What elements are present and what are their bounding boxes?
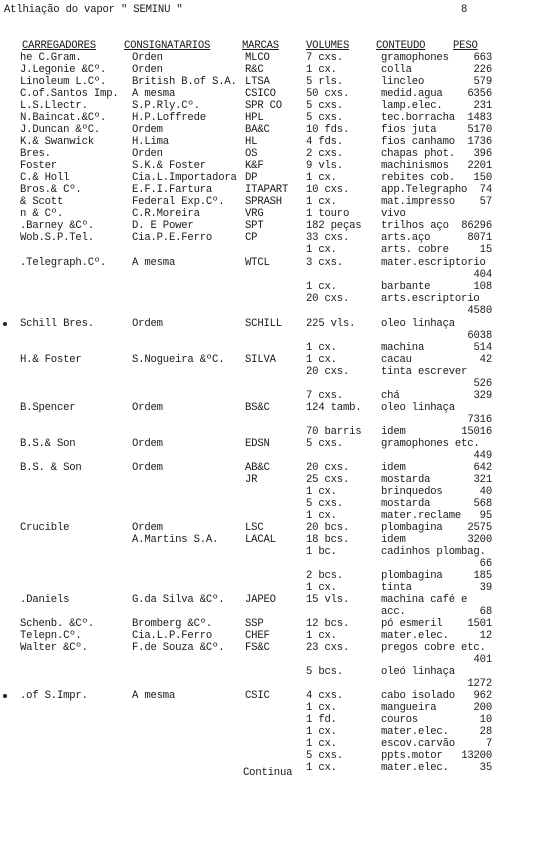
cell-contents: mater.reclame: [381, 510, 462, 522]
cell-consignee: S.K.& Foster: [132, 160, 206, 172]
cell-weight: 7316: [467, 414, 492, 426]
cell-volumes: 70 barris: [306, 426, 362, 438]
cell-shipper: K.& Swanwick: [20, 136, 94, 148]
cell-shipper: J.Duncan &ºC.: [20, 124, 101, 136]
cell-weight: 2575: [467, 522, 492, 534]
cell-weight: 8071: [467, 232, 492, 244]
cell-volumes: 10 cxs.: [306, 184, 350, 196]
cell-mark: LSC: [245, 522, 264, 534]
cell-contents: machina café e: [381, 594, 468, 606]
cell-contents: vivo: [381, 208, 406, 220]
cell-volumes: 1 cx.: [306, 281, 337, 293]
cell-contents: pó esmeril: [381, 618, 443, 630]
cell-weight: 226: [473, 64, 492, 76]
footer-continua: Continua: [243, 767, 293, 779]
cell-mark: R&C: [245, 64, 264, 76]
cell-consignee: Cia.L.Importadora: [132, 172, 237, 184]
cell-consignee: Cia.L.P.Ferro: [132, 630, 213, 642]
cell-contents: cadinhos plombag.: [381, 546, 486, 558]
cell-contents: mater.elec.: [381, 762, 449, 774]
cell-consignee: Ordem: [132, 438, 163, 450]
cell-consignee: Ordem: [132, 402, 163, 414]
cell-consignee: S.Nogueira &ºC.: [132, 354, 225, 366]
cell-consignee: Orden: [132, 52, 163, 64]
cell-weight: 6038: [467, 330, 492, 342]
cell-mark: CP: [245, 232, 258, 244]
cell-weight: 642: [473, 462, 492, 474]
cell-volumes: 1 touro: [306, 208, 350, 220]
cell-shipper: B.S.& Son: [20, 438, 76, 450]
cell-contents: ppts.motor: [381, 750, 443, 762]
cell-contents: oleo linhaça: [381, 402, 455, 414]
cell-weight: 568: [473, 498, 492, 510]
cell-weight: 150: [473, 172, 492, 184]
cell-volumes: 1 cx.: [306, 762, 337, 774]
cell-volumes: 20 bcs.: [306, 522, 350, 534]
cell-consignee: E.F.I.Fartura: [132, 184, 213, 196]
cell-shipper: N.Baincat.&Cº.: [20, 112, 107, 124]
cell-volumes: 50 cxs.: [306, 88, 350, 100]
cell-mark: HL: [245, 136, 258, 148]
cell-shipper: n & Cº.: [20, 208, 64, 220]
cell-consignee: Ordem: [132, 522, 163, 534]
cell-consignee: Orden: [132, 148, 163, 160]
cell-weight: 57: [479, 196, 492, 208]
cell-weight: 401: [473, 654, 492, 666]
cell-weight: 329: [473, 390, 492, 402]
cell-volumes: 2 bcs.: [306, 570, 343, 582]
cell-weight: 962: [473, 690, 492, 702]
cell-weight: 42: [479, 354, 492, 366]
cell-mark: BA&C: [245, 124, 270, 136]
cell-mark: CSICO: [245, 88, 276, 100]
cell-contents: cabo isolado: [381, 690, 455, 702]
cell-mark: DP: [245, 172, 258, 184]
cell-contents: mostarda: [381, 474, 431, 486]
cell-shipper: & Scott: [20, 196, 64, 208]
cell-shipper: L.S.Llectr.: [20, 100, 88, 112]
column-header-volumes: VOLUMES: [306, 40, 350, 52]
cell-shipper: Telepn.Cº.: [20, 630, 82, 642]
cell-volumes: 2 cxs.: [306, 148, 343, 160]
cell-contents: couros: [381, 714, 418, 726]
cell-shipper: C.of.Santos Imp.: [20, 88, 119, 100]
cell-contents: tinta escrever: [381, 366, 468, 378]
cell-mark: SPT: [245, 220, 264, 232]
cell-volumes: 5 cxs.: [306, 750, 343, 762]
cell-volumes: 20 cxs.: [306, 462, 350, 474]
cell-mark: BS&C: [245, 402, 270, 414]
cell-volumes: 182 peças: [306, 220, 362, 232]
cell-shipper: Foster: [20, 160, 57, 172]
cell-weight: 15: [479, 244, 492, 256]
cell-consignee: G.da Silva &Cº.: [132, 594, 225, 606]
cell-mark: LTSA: [245, 76, 270, 88]
cell-contents: gramophones: [381, 52, 449, 64]
cell-contents: chapas phot.: [381, 148, 455, 160]
cell-consignee: Bromberg &Cº.: [132, 618, 213, 630]
cell-volumes: 23 cxs.: [306, 642, 350, 654]
cell-weight: 526: [473, 378, 492, 390]
cell-weight: 404: [473, 269, 492, 281]
cell-weight: 5170: [467, 124, 492, 136]
cell-volumes: 1 cx.: [306, 486, 337, 498]
cell-volumes: 1 fd.: [306, 714, 337, 726]
cell-contents: tec.borracha: [381, 112, 455, 124]
cell-mark: SSP: [245, 618, 264, 630]
cell-volumes: 7 cxs.: [306, 52, 343, 64]
cell-volumes: 25 cxs.: [306, 474, 350, 486]
cell-contents: plombagina: [381, 522, 443, 534]
cell-consignee: Ordem: [132, 124, 163, 136]
cell-shipper: Bres.: [20, 148, 51, 160]
cell-volumes: 20 cxs.: [306, 293, 350, 305]
cell-weight: 663: [473, 52, 492, 64]
cell-contents: escov.carvão: [381, 738, 455, 750]
cell-contents: idem: [381, 462, 406, 474]
cell-shipper: Walter &Cº.: [20, 642, 88, 654]
cell-weight: 231: [473, 100, 492, 112]
cell-weight: 86296: [461, 220, 492, 232]
cell-volumes: 4 fds.: [306, 136, 343, 148]
cell-weight: 39: [479, 582, 492, 594]
cell-consignee: A mesma: [132, 690, 176, 702]
cell-consignee: H.P.Loffrede: [132, 112, 206, 124]
cell-mark: WTCL: [245, 257, 270, 269]
cell-volumes: 18 bcs.: [306, 534, 350, 546]
cell-volumes: 1 cx.: [306, 354, 337, 366]
cell-weight: 200: [473, 702, 492, 714]
cell-volumes: 1 cx.: [306, 244, 337, 256]
cell-volumes: 1 cx.: [306, 196, 337, 208]
cell-volumes: 1 bc.: [306, 546, 337, 558]
cell-volumes: 1 cx.: [306, 702, 337, 714]
cell-contents: acc.: [381, 606, 406, 618]
cell-shipper: Wob.S.P.Tel.: [20, 232, 94, 244]
cell-shipper: .Barney &Cº.: [20, 220, 94, 232]
cell-weight: 579: [473, 76, 492, 88]
cell-mark: ITAPART: [245, 184, 289, 196]
cell-contents: machinismos: [381, 160, 449, 172]
cell-contents: mostarda: [381, 498, 431, 510]
cell-contents: mat.impresso: [381, 196, 455, 208]
cell-shipper: .of S.Impr.: [20, 690, 88, 702]
cell-consignee: A.Martins S.A.: [132, 534, 219, 546]
cell-contents: app.Telegrapho: [381, 184, 468, 196]
cell-weight: 10: [479, 714, 492, 726]
cell-shipper: Schenb. &Cº.: [20, 618, 94, 630]
cell-volumes: 1 cx.: [306, 342, 337, 354]
cell-weight: 1736: [467, 136, 492, 148]
page-header-title: Atlhiação do vapor " SEMINU ": [4, 4, 183, 16]
column-header-consignee: CONSIGNATARIOS: [124, 40, 211, 52]
cell-mark: HPL: [245, 112, 264, 124]
cell-volumes: 1 cx.: [306, 738, 337, 750]
cell-mark: FS&C: [245, 642, 270, 654]
cell-weight: 66: [479, 558, 492, 570]
cell-volumes: 15 vls.: [306, 594, 350, 606]
cell-volumes: 124 tamb.: [306, 402, 362, 414]
cell-mark: VRG: [245, 208, 264, 220]
cell-contents: chá: [381, 390, 400, 402]
cell-consignee: Federal Exp.Cº.: [132, 196, 225, 208]
cell-contents: lincleo: [381, 76, 425, 88]
cell-shipper: Crucible: [20, 522, 70, 534]
cell-shipper: H.& Foster: [20, 354, 82, 366]
cell-volumes: 3 cxs.: [306, 257, 343, 269]
cell-weight: 74: [479, 184, 492, 196]
cell-weight: 15016: [461, 426, 492, 438]
cell-volumes: 1 cx.: [306, 582, 337, 594]
cell-contents: mater.elec.: [381, 630, 449, 642]
cell-consignee: British B.of S.A.: [132, 76, 237, 88]
margin-mark: [3, 694, 7, 698]
cell-weight: 12: [479, 630, 492, 642]
cell-mark: OS: [245, 148, 258, 160]
cell-contents: oleo linhaça: [381, 318, 455, 330]
cell-weight: 1272: [467, 678, 492, 690]
cell-mark: SPR CO: [245, 100, 282, 112]
cell-shipper: Schill Bres.: [20, 318, 94, 330]
cell-consignee: Orden: [132, 64, 163, 76]
cell-contents: mater.elec.: [381, 726, 449, 738]
cell-weight: 185: [473, 570, 492, 582]
cell-shipper: B.Spencer: [20, 402, 76, 414]
cell-contents: colla: [381, 64, 412, 76]
cell-contents: trilhos aço: [381, 220, 449, 232]
cell-shipper: .Telegraph.Cº.: [20, 257, 107, 269]
cell-weight: 108: [473, 281, 492, 293]
cell-shipper: Linoleum L.Cº.: [20, 76, 107, 88]
cell-shipper: C.& Holl: [20, 172, 70, 184]
cell-consignee: D. E Power: [132, 220, 194, 232]
cell-weight: 396: [473, 148, 492, 160]
cell-contents: tinta: [381, 582, 412, 594]
cell-volumes: 5 bcs.: [306, 666, 343, 678]
cell-mark: JAPEO: [245, 594, 276, 606]
cell-volumes: 5 cxs.: [306, 438, 343, 450]
cell-contents: gramophones etc.: [381, 438, 480, 450]
cell-contents: machina: [381, 342, 425, 354]
cell-contents: arts.escriptorio: [381, 293, 480, 305]
cell-consignee: Cia.P.E.Ferro: [132, 232, 213, 244]
cell-contents: fios canhamo: [381, 136, 455, 148]
page-number: 8: [461, 4, 468, 16]
cell-mark: EDSN: [245, 438, 270, 450]
cell-volumes: 225 vls.: [306, 318, 356, 330]
cell-volumes: 5 cxs.: [306, 112, 343, 124]
cell-shipper: he C.Gram.: [20, 52, 82, 64]
cell-weight: 28: [479, 726, 492, 738]
cell-volumes: 4 cxs.: [306, 690, 343, 702]
cell-contents: idem: [381, 426, 406, 438]
cell-mark: LACAL: [245, 534, 276, 546]
cell-volumes: 1 cx.: [306, 64, 337, 76]
cell-contents: pregos cobre etc.: [381, 642, 486, 654]
cell-weight: 13200: [461, 750, 492, 762]
cell-volumes: 5 cxs.: [306, 498, 343, 510]
cell-mark: MLCO: [245, 52, 270, 64]
cell-mark: AB&C: [245, 462, 270, 474]
cell-volumes: 1 cx.: [306, 630, 337, 642]
cell-mark: JR: [245, 474, 258, 486]
cell-mark: CSIC: [245, 690, 270, 702]
cell-contents: oleó linhaça: [381, 666, 455, 678]
cell-weight: 2201: [467, 160, 492, 172]
cell-weight: 4580: [467, 305, 492, 317]
cell-consignee: F.de Souza &Cº.: [132, 642, 225, 654]
cell-weight: 68: [479, 606, 492, 618]
cell-volumes: 33 cxs.: [306, 232, 350, 244]
cell-contents: cacau: [381, 354, 412, 366]
cell-contents: rebites cob.: [381, 172, 455, 184]
cell-consignee: H.Lima: [132, 136, 169, 148]
cell-volumes: 20 cxs.: [306, 366, 350, 378]
cell-contents: barbante: [381, 281, 431, 293]
cell-shipper: J.Legonie &Cº.: [20, 64, 107, 76]
cell-contents: idem: [381, 534, 406, 546]
cell-volumes: 1 cx.: [306, 172, 337, 184]
cell-volumes: 1 cx.: [306, 510, 337, 522]
cell-weight: 321: [473, 474, 492, 486]
cell-consignee: Ordem: [132, 462, 163, 474]
cell-contents: medid.agua: [381, 88, 443, 100]
cell-volumes: 12 bcs.: [306, 618, 350, 630]
cell-weight: 1483: [467, 112, 492, 124]
cell-shipper: B.S. & Son: [20, 462, 82, 474]
column-header-marks: MARCAS: [242, 40, 279, 52]
column-header-contents: CONTEUDO: [376, 40, 426, 52]
cell-contents: brinquedos: [381, 486, 443, 498]
cell-mark: CHEF: [245, 630, 270, 642]
cell-weight: 449: [473, 450, 492, 462]
cell-contents: arts. cobre: [381, 244, 449, 256]
cell-consignee: A mesma: [132, 257, 176, 269]
cell-mark: SCHILL: [245, 318, 282, 330]
cell-mark: K&F: [245, 160, 264, 172]
cell-weight: 7: [485, 738, 492, 750]
cell-volumes: 5 cxs.: [306, 100, 343, 112]
cell-consignee: S.P.Rly.Cº.: [132, 100, 200, 112]
margin-mark: [3, 322, 7, 326]
cell-volumes: 5 rls.: [306, 76, 343, 88]
cell-shipper: Bros.& Cº.: [20, 184, 82, 196]
cell-weight: 95: [479, 510, 492, 522]
column-header-shipper: CARREGADORES: [22, 40, 96, 52]
cell-shipper: .Daniels: [20, 594, 70, 606]
cell-contents: lamp.elec.: [381, 100, 443, 112]
cell-volumes: 1 cx.: [306, 726, 337, 738]
column-header-weight: PESO: [453, 40, 478, 52]
cell-contents: fios juta: [381, 124, 437, 136]
cell-contents: plombagina: [381, 570, 443, 582]
cell-mark: SILVA: [245, 354, 276, 366]
cell-weight: 40: [479, 486, 492, 498]
cell-contents: arts.aço: [381, 232, 431, 244]
cell-contents: mangueira: [381, 702, 437, 714]
cell-mark: SPRASH: [245, 196, 282, 208]
cell-weight: 6356: [467, 88, 492, 100]
cell-consignee: Ordem: [132, 318, 163, 330]
cell-contents: mater.escriptorio: [381, 257, 486, 269]
cell-weight: 35: [479, 762, 492, 774]
cell-consignee: C.R.Moreira: [132, 208, 200, 220]
cell-consignee: A mesma: [132, 88, 176, 100]
cell-weight: 514: [473, 342, 492, 354]
cell-weight: 1501: [467, 618, 492, 630]
cell-volumes: 7 cxs.: [306, 390, 343, 402]
cell-volumes: 10 fds.: [306, 124, 350, 136]
cell-volumes: 9 vls.: [306, 160, 343, 172]
cell-weight: 3200: [467, 534, 492, 546]
